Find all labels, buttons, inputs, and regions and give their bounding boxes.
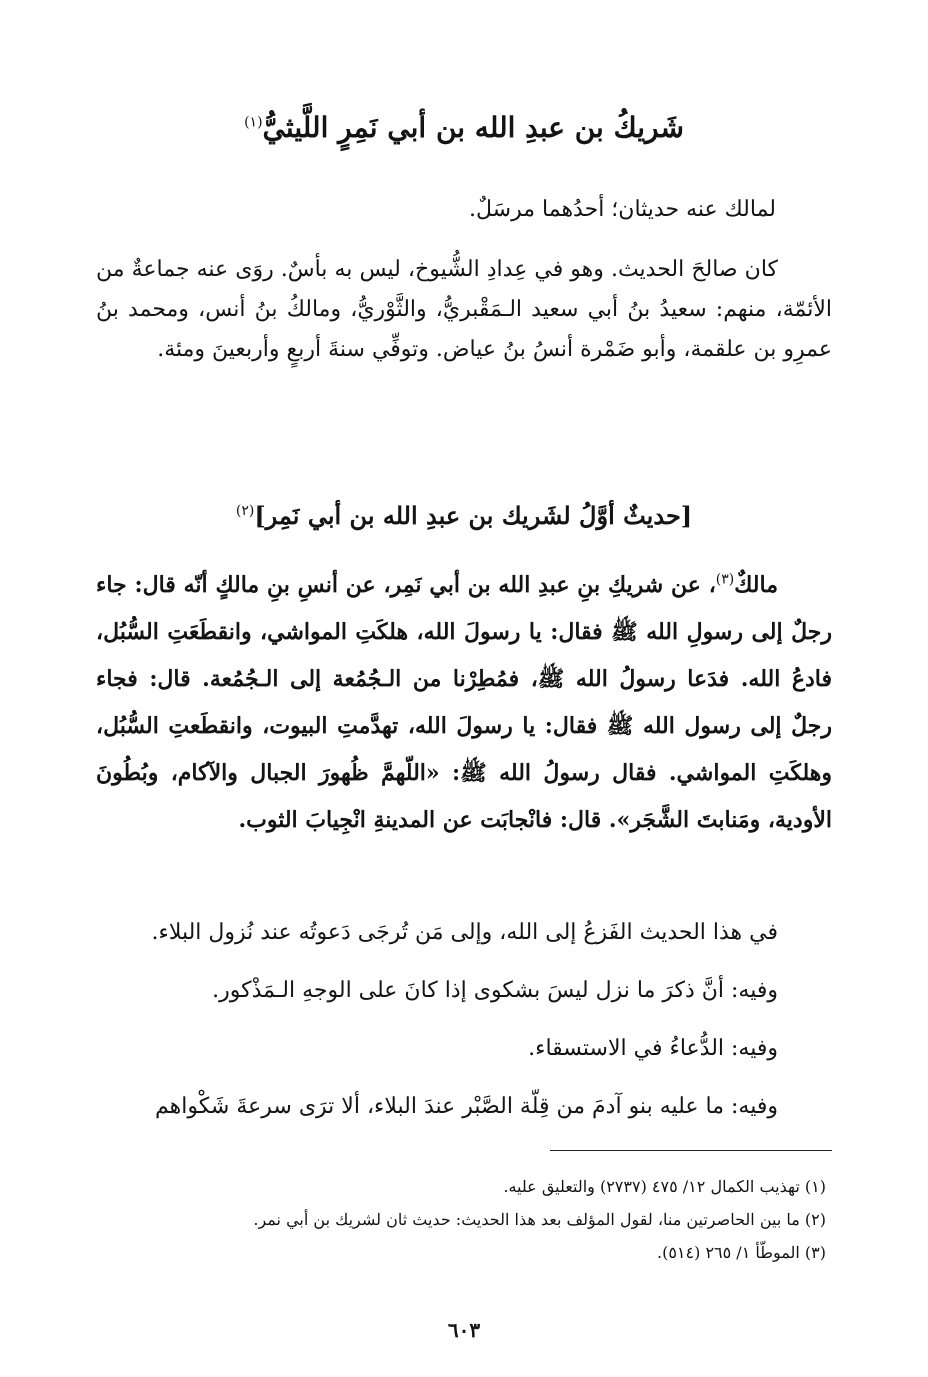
footnote: (١) تهذيب الكمال ١٢/ ٤٧٥ (٢٧٣٧) والتعليق عليه. [503,1177,826,1196]
commentary-note: وفيه: الدُّعاءُ في الاستسقاء. [528,1036,778,1061]
commentary-note: في هذا الحديث الفَزعُ إلى الله، وإلى مَن تُرجَى دَعوتُه عند نُزول البلاء. [151,920,778,945]
commentary-note: وفيه: أنَّ ذكرَ ما نزل ليسَ بشكوى إذا كانَ على الوجهِ الـمَذْكور. [212,978,778,1003]
chapter-title-text: شَريكُ بن عبدِ الله بن أبي نَمِرٍ اللَّيثيُّ [262,111,684,144]
commentary-notes [96,904,832,1136]
footnote: (٣) الموطّأ ١/ ٢٦٥ (٥١٤). [657,1243,826,1262]
biography-paragraph: كان صالحَ الحديث. وهو في عِدادِ الشُّيوخ، ليس به بأسٌ. روَى عنه جماعةٌ من الأئمّة، منهم: سعيدُ بنُ أبي سعيد الـمَقْبريُّ، والثَّوْريُّ، ومالكُ بنُ أنس، ومحمد بنُ عمرِو بن علقمة، وأبو ضَمْرة أنسُ بنُ عياض. وتوفِّي سنةَ أربعٍ وأربعينَ ومئة. [96,257,832,362]
footnote-ref-1: (١) [244,114,263,131]
footnote-separator [550,1150,832,1151]
section-heading-text: [حديثٌ أوَّلُ لشَريك بن عبدِ الله بن أبي نَمِر] [254,501,693,530]
footnote-ref-2: (٢) [235,503,255,519]
footnote-ref-3: (٣) [715,571,735,588]
section-heading [96,492,832,540]
page-number: ٦٠٣ [447,1318,481,1342]
footnote: (٢) ما بين الحاصرتين منا، لقول المؤلف بعد هذا الحديث: حديث ثان لشريك بن أبي نمر. [253,1210,826,1229]
intro-paragraph: لمالك عنه حديثان؛ أحدُهما مرسَلٌ. [469,197,776,222]
footnotes [96,1170,832,1269]
hadith-body: ، عن شريكِ بنِ عبدِ الله بن أبي نَمِر، عن أنسِ بنِ مالكٍ أنّه قال: جاء رجلٌ إلى رسولِ الله ﷺ فقال: يا رسولَ الله، هلكَتِ المواشي، وانقطَعَتِ السُّبُل، فادعُ الله. فدَعا رسولُ الله ﷺ، فمُطِرْنا من الـجُمُعة إلى الـجُمُعة. قال: فجاء رجلٌ إلى رسول الله ﷺ فقال: يا رسولَ الله، تهدَّمتِ البيوت، وانقطَعتِ السُّبُل، وهلكَتِ المواشي. فقال رسولُ الله ﷺ: «اللّهمَّ ظُهورَ الجبال والآكام، وبُطُونَ الأودية، ومَنابتَ الشَّجَر». قال: فانْجابَت عن المدينةِ انْجِيابَ الثوب. [96,572,832,833]
commentary-note: وفيه: ما عليه بنو آدمَ من قِلّة الصَّبْر عندَ البلاء، ألا ترَى سرعةَ شَكْواهم [155,1094,778,1119]
book-page [96,0,832,1377]
chapter-title [96,100,832,156]
hadith-lead: مالكٌ [734,572,778,598]
hadith-text [96,562,832,844]
